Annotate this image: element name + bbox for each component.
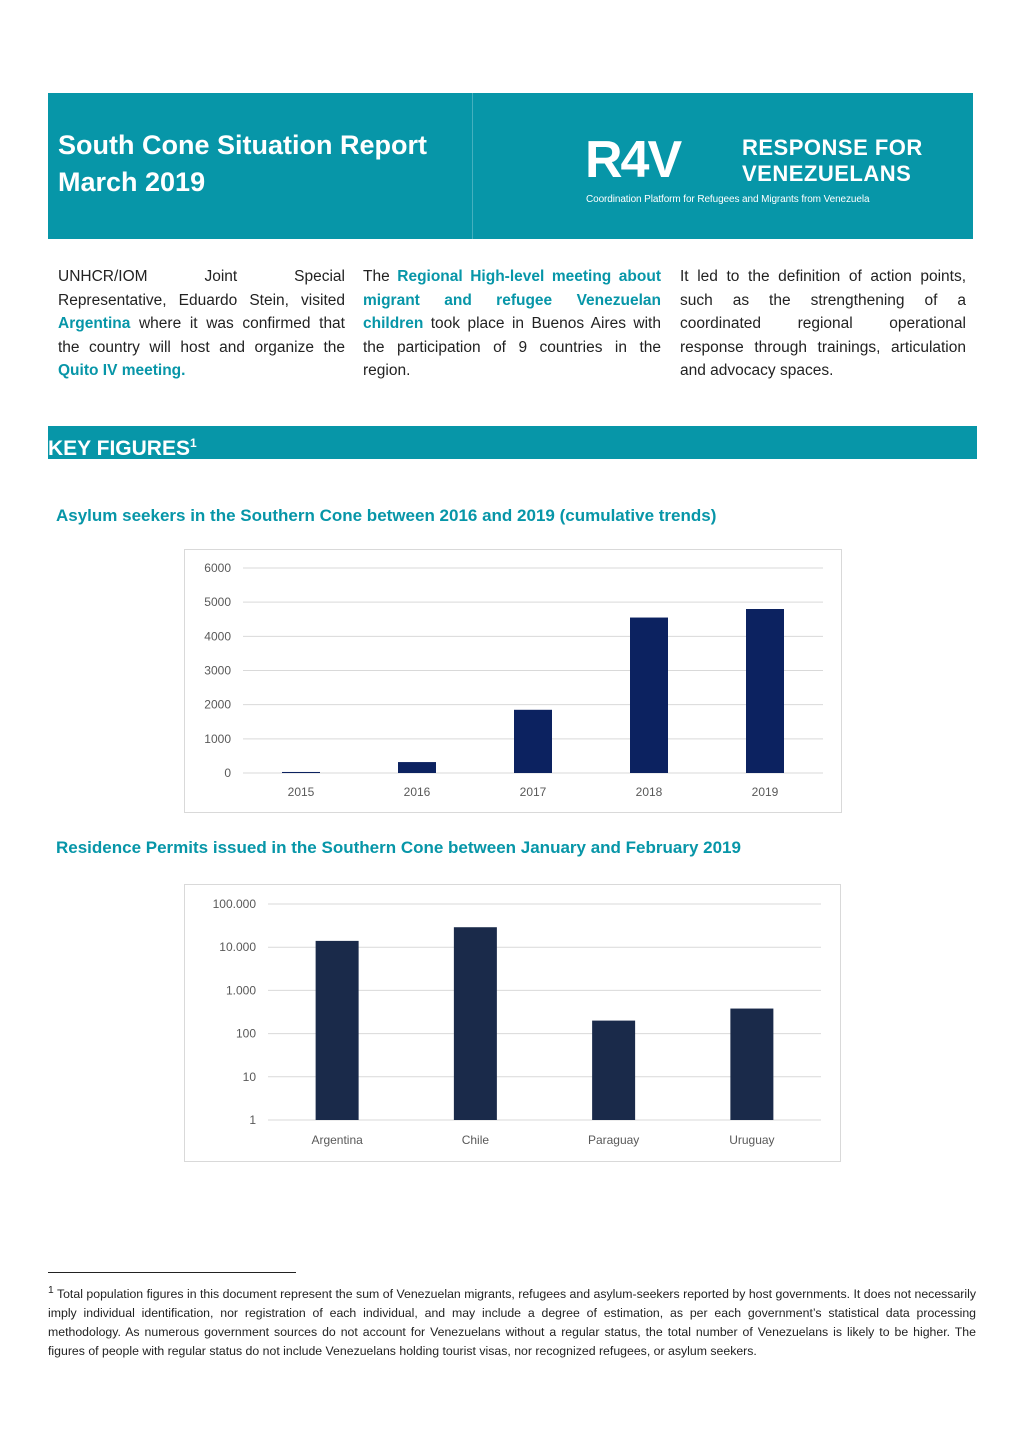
- y-tick-label: 4000: [204, 629, 231, 644]
- x-tick-label: Uruguay: [729, 1133, 775, 1147]
- footnote-rule: [48, 1272, 296, 1273]
- x-tick-label: 2017: [519, 785, 547, 799]
- r4v-logo-icon: [585, 133, 735, 183]
- y-tick-label: 0: [224, 766, 231, 780]
- footnote-marker: 1: [48, 1285, 54, 1296]
- intro2-text1: The: [363, 268, 398, 285]
- bar-2015: [282, 772, 320, 773]
- bar-2019: [746, 609, 784, 773]
- residence-permits-chart: [185, 885, 840, 1161]
- y-tick-label: 1000: [204, 731, 231, 746]
- intro1-text1: UNHCR/IOM Joint Special Representative, Eduardo Stein, visited: [58, 268, 345, 309]
- x-tick-label: Argentina: [311, 1133, 363, 1147]
- bar-2018: [630, 618, 668, 773]
- intro3-text1: It led to the definition of action points, such as the strengthening of a coordinated regional operational response through trainings, articulation and advocacy spaces.: [680, 268, 966, 379]
- logo-line1: RESPONSE FOR: [742, 135, 923, 160]
- footnote: [48, 1281, 976, 1361]
- logo-mark-text: R4V: [585, 133, 681, 183]
- y-tick-label: 1: [249, 1113, 256, 1127]
- logo-wordmark: [742, 135, 923, 187]
- quito-iv-link[interactable]: Quito IV meeting.: [58, 362, 186, 379]
- logo-line2: VENEZUELANS: [742, 161, 912, 186]
- y-tick-label: 100.000: [212, 897, 256, 911]
- y-tick-label: 2000: [204, 697, 231, 712]
- report-title: [58, 127, 427, 201]
- logo-tagline: Coordination Platform for Refugees and Migrants from Venezuela: [586, 194, 870, 205]
- x-tick-label: 2018: [635, 785, 663, 799]
- intro1-text2: where it was confirmed that the country will host and organize the: [58, 315, 345, 356]
- argentina-link[interactable]: Argentina: [58, 315, 131, 332]
- bar-argentina: [316, 941, 359, 1120]
- x-tick-label: Paraguay: [587, 1133, 640, 1147]
- intro-column-1: [58, 265, 345, 383]
- x-tick-label: 2019: [751, 785, 779, 799]
- bar-2017: [514, 710, 552, 773]
- header-banner: [48, 93, 973, 239]
- footnote-ref[interactable]: 1: [189, 436, 197, 450]
- y-tick-label: 5000: [204, 595, 231, 610]
- intro-column-3: [680, 265, 966, 383]
- intro-column-2: [363, 265, 661, 383]
- chart1-frame: [184, 549, 842, 813]
- chart1-title: Asylum seekers in the Southern Cone between 2016 and 2019 (cumulative trends): [56, 506, 717, 525]
- regional-meeting-link[interactable]: Regional High-level meeting about migrant and refugee Venezuelan children: [363, 268, 661, 332]
- x-tick-label: 2015: [287, 785, 315, 799]
- banner-divider: [472, 93, 473, 239]
- chart2-title: Residence Permits issued in the Southern Cone between January and February 2019: [56, 838, 741, 857]
- y-tick-label: 100: [235, 1026, 256, 1041]
- intro2-text2: took place in Buenos Aires with the participation of 9 countries in the region.: [363, 315, 661, 379]
- y-tick-label: 10.000: [219, 940, 256, 955]
- report-title-line2: March 2019: [58, 167, 206, 197]
- bar-2016: [398, 762, 436, 773]
- y-tick-label: 3000: [204, 663, 231, 678]
- asylum-seekers-chart: [185, 550, 841, 812]
- x-tick-label: 2016: [403, 785, 431, 799]
- x-tick-label: Chile: [461, 1133, 490, 1147]
- report-title-line1: South Cone Situation Report: [58, 130, 427, 160]
- y-tick-label: 10: [242, 1069, 256, 1084]
- bar-chile: [454, 927, 497, 1120]
- key-figures-label: KEY FIGURES: [48, 437, 190, 460]
- footnote-text: Total population figures in this document represent the sum of Venezuelan migrants, refugees and asylum-seekers reported by host governments. It does not necessarily imply individual identification, nor registration of each individual, and may include a degree of estimation, as per each government’s statistical data processing methodology. As numerous government sources do not account for Venezuelans without a regular status, the total number of Venezuelans is likely to be higher. The figures of people with regular status do not include Venezuelans holding tourist visas, nor recognized refugees, or asylum seekers.: [48, 1287, 976, 1359]
- chart2-frame: [184, 884, 841, 1162]
- bar-uruguay: [730, 1009, 773, 1120]
- key-figures-heading: [48, 426, 977, 459]
- y-tick-label: 1.000: [225, 983, 256, 998]
- y-tick-label: 6000: [204, 561, 231, 575]
- bar-paraguay: [592, 1021, 635, 1120]
